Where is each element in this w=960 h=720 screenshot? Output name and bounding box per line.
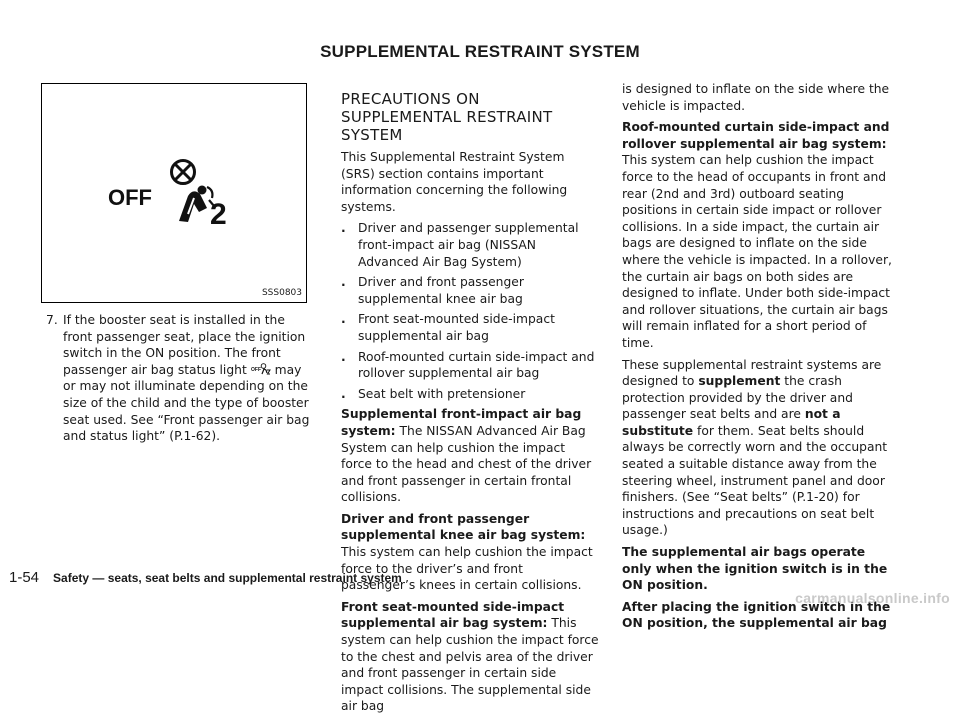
paragraph-front-impact: Supplemental front-impact air bag system: The NISSAN Advanced Air Bag System can help cushion the impact force to the head and chest of the driver and front passenger in certain frontal collisions.: [341, 407, 592, 505]
list-item: . Driver and front passenger supplemental knee air bag: [341, 275, 524, 306]
step-number: 7.: [46, 313, 58, 327]
paragraph-supplement: These supplemental restraint systems are designed to supplement the crash protection provided by the driver and passenger seat belts and are not a substitute for them. Seat belts should always be correctly worn and the occupant seated a suitable distance away from the steering wheel, instrument panel and door finishers. (See “Seat belts” (P.1-20) for instructions and precautions on seat belt usage.): [622, 357, 888, 538]
figure-air-bag-off-indicator: [41, 83, 307, 303]
list-item: . Driver and passenger supplemental front-impact air bag (NISSAN Advanced Air Bag System): [341, 221, 579, 269]
page-footer: [9, 569, 402, 586]
step-7: [46, 312, 310, 445]
list-item: . Front seat-mounted side-impact supplemental air bag: [341, 312, 555, 343]
list-item: . Seat belt with pretensioner: [341, 386, 526, 401]
svg-text:OFF: OFF: [250, 366, 261, 373]
paragraph-ignition-warning: The supplemental air bags operate only when the ignition switch is in the ON position.: [622, 545, 888, 593]
paragraph-knee-air-bag: Driver and front passenger supplemental knee air bag system: This system can help cushion the impact force to the driver’s and front passenger’s knees in certain collisions.: [341, 511, 593, 593]
icon-off-text: OFF: [108, 185, 152, 210]
status-light-icon: [251, 363, 271, 375]
figure-code: SSS0803: [261, 288, 302, 298]
paragraph-continuation: is designed to inflate on the side where the vehicle is impacted.: [622, 82, 890, 113]
watermark: carmanualsonline.info: [795, 590, 950, 606]
step-text-after: may or may not illuminate depending on the size of the child and the type of booster seat used. See “Front passenger air bag and status light” (P.1-62).: [63, 362, 310, 444]
step-text-before: If the booster seat is installed in the front passenger seat, place the ignition switch in the ON position. The front passenger air bag status light: [63, 313, 306, 377]
intro-paragraph: This Supplemental Restraint System (SRS) section contains important information concerning the following systems.: [341, 150, 568, 214]
icon-number-text: 2: [210, 198, 227, 231]
chapter-title: Safety — seats, seat belts and supplemental restraint system: [53, 571, 402, 585]
precautions-column: [341, 90, 599, 720]
list-item: . Roof-mounted curtain side-impact and rollover supplemental air bag: [341, 349, 595, 381]
paragraph-curtain-air-bag: Roof-mounted curtain side-impact and rollover supplemental air bag system: This system can help cushion the impact force to the head of occupants in front and rear (2nd and 3rd) outboard seating positions in certain side impact or rollover collisions. In a side impact, the curtain air bags are designed to inflate on the side where the vehicle is impacted. In a rollover, the curtain air bags on both sides are designed to inflate. Under both side-impact and rollover situations, the curtain air bags will remain inflated for a short period of time.: [622, 120, 892, 350]
page-number: 1-54: [9, 569, 40, 586]
air-bag-off-icon: [42, 84, 308, 304]
paragraph-side-impact: Front seat-mounted side-impact supplemental air bag system: This system can help cushion the impact force to the chest and pelvis area of the driver and front passenger in certain side impact collisions. The supplemental side air bag: [341, 599, 599, 714]
page-title: SUPPLEMENTAL RESTRAINT SYSTEM: [320, 42, 640, 61]
section-heading: PRECAUTIONS ON SUPPLEMENTAL RESTRAINT SYSTEM: [341, 90, 553, 144]
paragraph-after-ignition: After placing the ignition switch in the ON position, the supplemental air bag: [622, 599, 891, 631]
curtain-air-bag-column: [622, 81, 892, 637]
